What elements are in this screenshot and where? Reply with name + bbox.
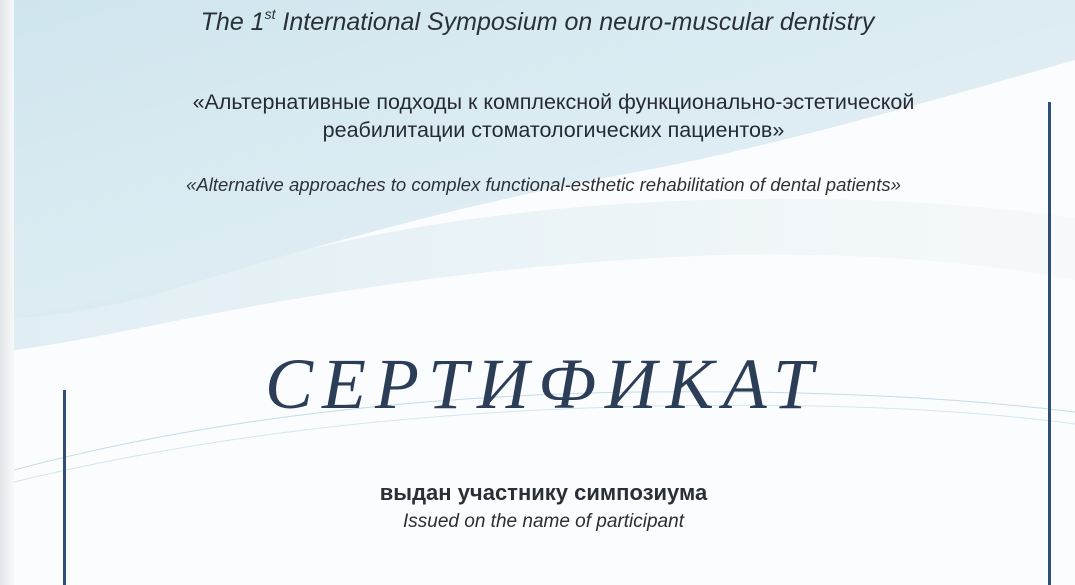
topic-title-english: «Alternative approaches to complex functional-esthetic rehabilitation of dental patients»: [186, 174, 901, 195]
symposium-title: [0, 8, 1075, 37]
issued-to-english: Issued on the name of participant: [403, 511, 684, 532]
symposium-title-suffix: International Symposium on neuro-muscular dentistry: [275, 8, 875, 36]
topic-title-russian: [16, 88, 1075, 144]
certificate-heading: СЕРТИФИКАТ: [264, 344, 822, 424]
issued-to-russian: выдан участнику симпозиума: [379, 480, 708, 505]
symposium-title-prefix: The 1: [200, 8, 265, 36]
topic-title-russian-line-2: реабилитации стоматологических пациентов»: [322, 118, 785, 142]
symposium-ordinal-suffix: st: [264, 6, 276, 22]
wave-shape-top: [14, 0, 1075, 318]
topic-title-russian-line-1: «Альтернативные подходы к комплексной функционально-эстетической: [192, 90, 915, 114]
